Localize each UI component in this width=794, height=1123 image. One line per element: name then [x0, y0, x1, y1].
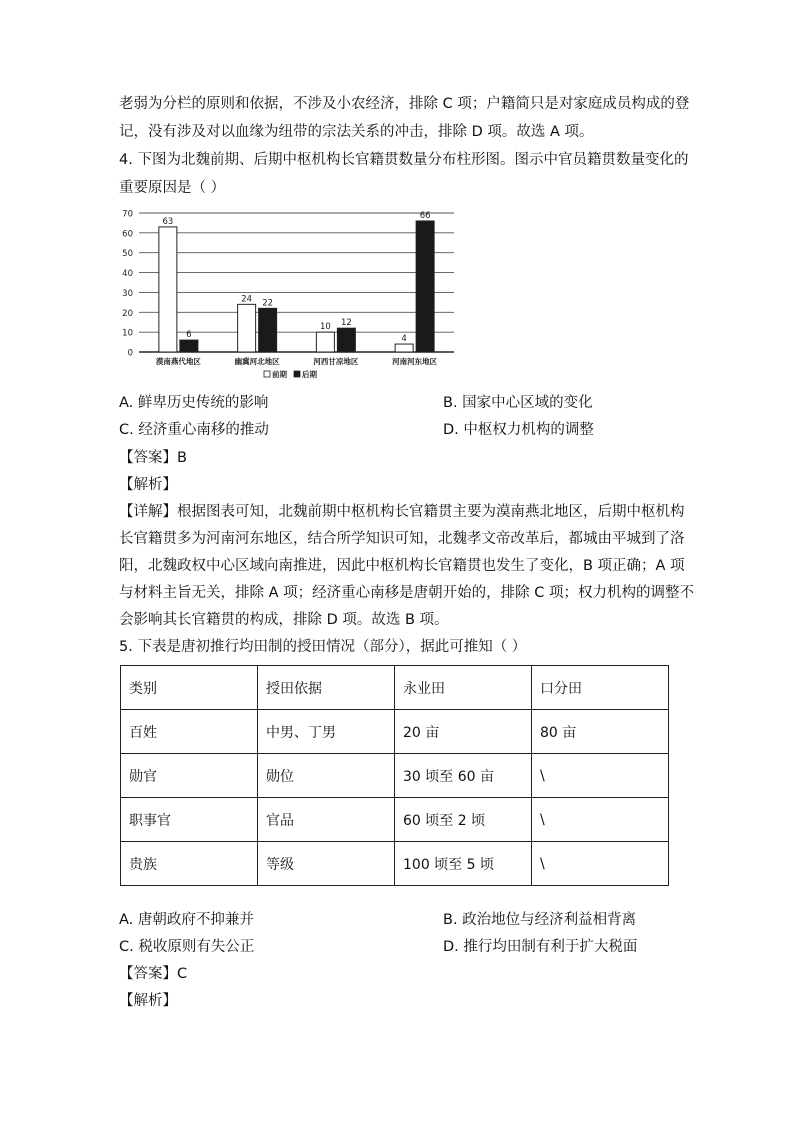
table-cell: \	[532, 842, 669, 886]
table-cell: \	[532, 754, 669, 798]
detail-line: 长官籍贯多为河南河东地区，结合所学知识可知，北魏孝文帝改革后，都城由平城到了洛	[119, 531, 685, 547]
table-cell: 勋位	[258, 754, 395, 798]
table-cell: 贵族	[121, 842, 258, 886]
x-tick-label: 幽冀河北地区	[234, 357, 280, 366]
y-tick-label: 0	[127, 348, 133, 359]
legend-swatch	[294, 371, 300, 377]
data-label: 12	[340, 318, 352, 329]
legend-label: 前期	[272, 370, 287, 379]
table-row	[121, 710, 669, 754]
data-label: 24	[241, 294, 253, 305]
data-label: 63	[162, 216, 174, 227]
legend-label: 后期	[302, 370, 317, 379]
option-a[interactable]: A. 唐朝政府不抑兼并	[119, 912, 254, 928]
detail-line: 与材料主旨无关，排除 A 项；经济重心南移是唐朝开始的，排除 C 项；权力机构的调整不	[119, 585, 694, 601]
data-label: 6	[186, 330, 192, 341]
table-cell: 等级	[258, 842, 395, 886]
y-tick-label: 60	[122, 229, 133, 240]
table-header-cell: 口分田	[532, 666, 669, 710]
legend-swatch	[264, 371, 270, 377]
bar	[395, 344, 413, 352]
option-d[interactable]: D. 推行均田制有利于扩大税面	[443, 939, 638, 955]
table-header-row	[121, 666, 669, 710]
chart-legend	[264, 369, 317, 379]
answer-label: 【答案】C	[119, 966, 188, 982]
y-tick-label: 40	[122, 269, 133, 280]
option-d[interactable]: D. 中枢权力机构的调整	[443, 422, 594, 438]
table-cell: 80 亩	[532, 710, 669, 754]
option-a[interactable]: A. 鲜卑历史传统的影响	[119, 395, 269, 411]
table-row	[121, 754, 669, 798]
bar	[337, 328, 355, 352]
bar-chart	[114, 205, 464, 385]
text-line: 老弱为分栏的原则和依据，不涉及小农经济，排除 C 项；户籍简只是对家庭成员构成的登	[119, 96, 690, 112]
y-tick-label: 20	[122, 308, 133, 319]
y-tick-label: 50	[122, 249, 133, 260]
table-row	[121, 798, 669, 842]
table-header-cell: 永业田	[395, 666, 532, 710]
land-allocation-table	[120, 665, 669, 886]
bar	[259, 308, 277, 352]
table-cell: 中男、丁男	[258, 710, 395, 754]
table-header-cell: 类别	[121, 666, 258, 710]
y-tick-label: 30	[122, 288, 133, 299]
text-line: 记，没有涉及对以血缘为纽带的宗法关系的冲击，排除 D 项。故选 A 项。	[119, 124, 594, 140]
table-cell: 20 亩	[395, 710, 532, 754]
table-cell: 30 顷至 60 亩	[395, 754, 532, 798]
detail-line: 会影响其长官籍贯的构成，排除 D 项。故选 B 项。	[119, 612, 449, 628]
data-label: 66	[419, 210, 431, 221]
bar	[180, 340, 198, 352]
question-4-stem: 4. 下图为北魏前期、后期中枢机构长官籍贯数量分布柱形图。图示中官员籍贯数量变化的	[119, 152, 689, 168]
data-label: 22	[262, 298, 274, 309]
table-cell: 60 顷至 2 顷	[395, 798, 532, 842]
bar	[416, 221, 434, 352]
data-label: 4	[401, 334, 407, 345]
table-cell: 官品	[258, 798, 395, 842]
y-tick-label: 70	[122, 209, 133, 220]
table-cell: 职事官	[121, 798, 258, 842]
table-cell: 勋官	[121, 754, 258, 798]
analysis-label: 【解析】	[119, 993, 177, 1009]
question-5-stem: 5. 下表是唐初推行均田制的授田情况（部分），据此可推知（ ）	[119, 639, 527, 655]
y-tick-label: 10	[122, 328, 133, 339]
answer-label: 【答案】B	[119, 450, 187, 466]
bar	[238, 304, 256, 352]
question-4-stem: 重要原因是（ ）	[119, 180, 226, 196]
x-tick-label: 河南河东地区	[392, 357, 438, 366]
detail-line: 【详解】根据图表可知，北魏前期中枢机构长官籍贯主要为漠南燕北地区，后期中枢机构	[119, 504, 685, 520]
table-cell: 百姓	[121, 710, 258, 754]
x-tick-label: 河西甘凉地区	[313, 357, 359, 366]
bar	[316, 332, 334, 352]
option-c[interactable]: C. 税收原则有失公正	[119, 939, 255, 955]
data-label: 10	[319, 322, 331, 333]
table-row	[121, 842, 669, 886]
table-cell: 100 顷至 5 顷	[395, 842, 532, 886]
detail-line: 阳，北魏政权中心区域向南推进，因此中枢机构长官籍贯也发生了变化，B 项正确；A 项	[119, 558, 685, 574]
option-b[interactable]: B. 国家中心区域的变化	[443, 395, 593, 411]
analysis-label: 【解析】	[119, 477, 177, 493]
bar	[159, 227, 177, 352]
option-b[interactable]: B. 政治地位与经济利益相背离	[443, 912, 637, 928]
option-c[interactable]: C. 经济重心南移的推动	[119, 422, 269, 438]
x-tick-label: 漠南燕代地区	[155, 357, 201, 366]
table-header-cell: 授田依据	[258, 666, 395, 710]
table-cell: \	[532, 798, 669, 842]
